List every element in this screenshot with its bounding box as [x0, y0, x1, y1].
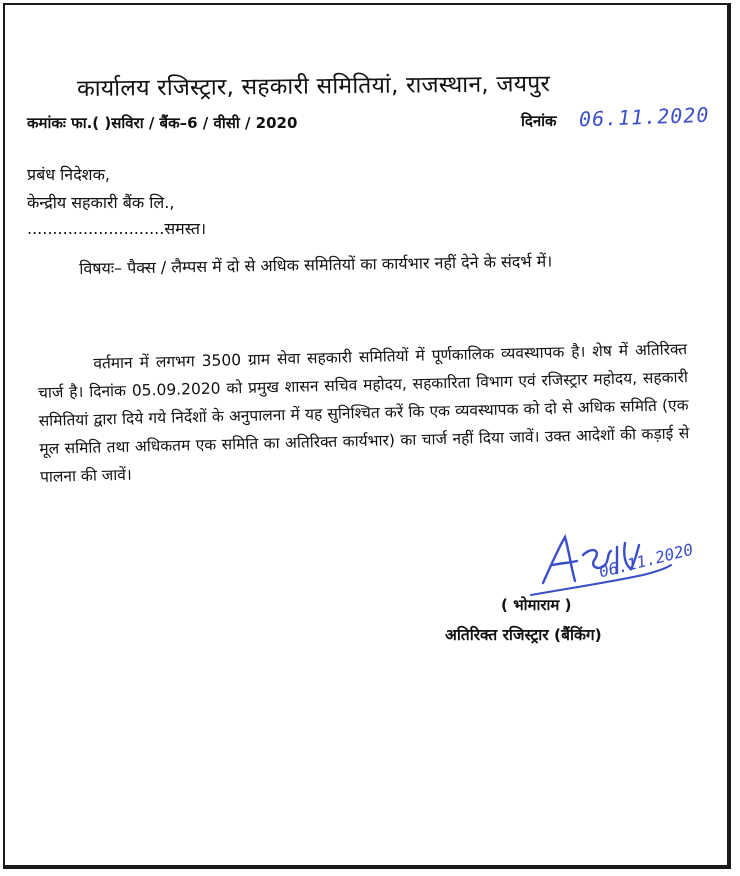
subject-block [79, 243, 689, 284]
recipient-line-1: प्रबंध निदेशक, [27, 165, 110, 184]
recipient-line-3: ...........................समस्त। [27, 219, 207, 238]
date-label: दिनांक [521, 112, 557, 130]
subject-label: विषयः– [79, 258, 123, 278]
body-paragraph: वर्तमान में लगभग 3500 ग्राम सेवा सहकारी समितियों में पूर्णकालिक व्यवस्थापक है। शेष में अतिरिक्त चार्ज है। दिनांक 05.09.2020 को प्रमुख शासन सचिव महोदय, सहकारिता विभाग एवं रजिस्ट्रार महोदय, सहकारी समितियां द्वारा दिये गये निर्देशों के अनुपालना में यह सुनिश्चित करें कि एक व्यवस्थापक को दो से अधिक समिति (एक मूल समिति तथा अधिकतम एक समिति का अतिरिक्त कार्यभार) का चार्ज नहीं दिया जावें। उक्त आदेशों की कड़ाई से पालना की जावें। [37, 340, 690, 486]
signatory-designation: अतिरिक्त रजिस्ट्रार (बैंकिंग) [445, 626, 602, 644]
signatory-name: ( भोमाराम ) [501, 596, 572, 614]
signature-date: 06.11.2020 [597, 539, 696, 582]
document-frame [3, 3, 731, 869]
recipient-line-2: केन्द्रीय सहकारी बैंक लि., [27, 193, 175, 212]
subject-text: पैक्स / लैम्पस में दो से अधिक समितियों का कार्यभार नहीं देने के संदर्भ में। [126, 251, 553, 278]
reference-number: कमांकः फा.( )सविरा / बैंक–6 / वीसी / 2020 [27, 114, 298, 132]
office-title: कार्यालय रजिस्ट्रार, सहकारी समितियां, राजस्थान, जयपुर [76, 71, 551, 102]
handwritten-date: 06.11.2020 [578, 102, 710, 132]
